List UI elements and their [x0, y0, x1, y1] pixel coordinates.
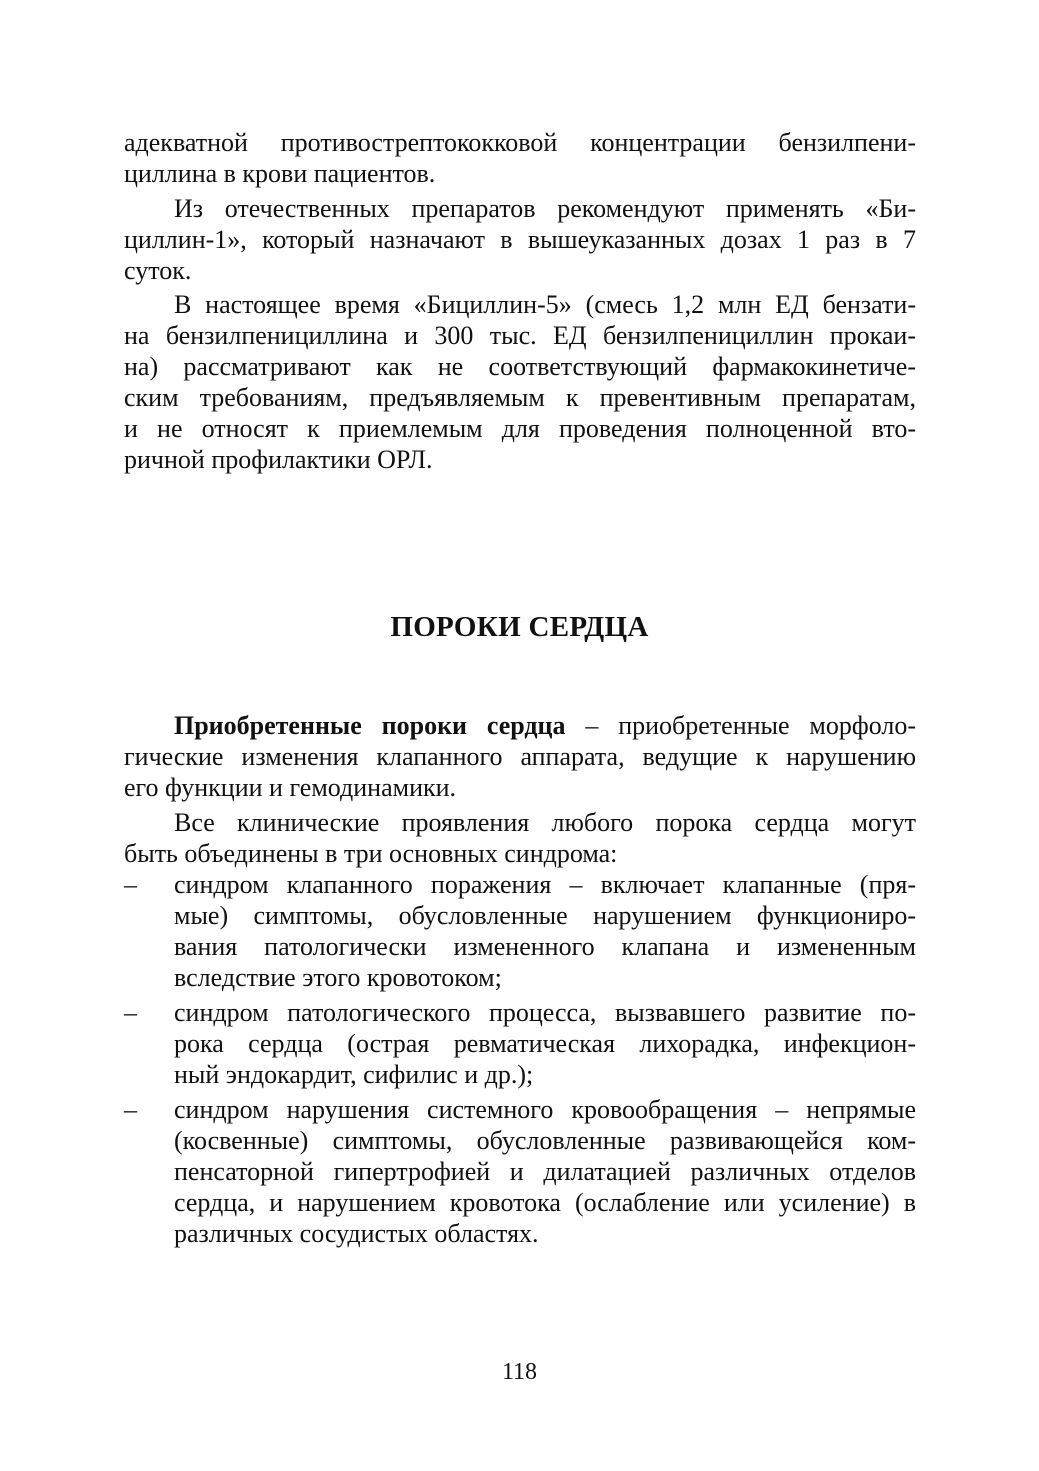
text-line: синдром патологического процесса, вызвавшего развитие по- [174, 998, 916, 1027]
text-line: адекватной противострептококковой концентрации бензилпени- [124, 128, 916, 157]
intro-paragraph [124, 807, 916, 869]
text-line: синдром нарушения системного кровообращения – непрямые [174, 1095, 916, 1124]
text-line: циллина в крови пациентов. [124, 159, 436, 188]
text-line: различных сосудистых областях. [174, 1219, 539, 1248]
text-line: суток. [124, 256, 192, 285]
text-line: ричной профилактики ОРЛ. [124, 445, 433, 474]
list-item-text [174, 869, 916, 993]
list-dash: – [124, 1095, 137, 1124]
defined-term: Приобретенные пороки сердца [174, 711, 566, 740]
list-item-text [174, 1094, 916, 1249]
list-dash: – [124, 998, 137, 1027]
text-line: Все клинические проявления любого порока сердца могут [174, 808, 916, 837]
paragraph-bicillin-5 [124, 289, 916, 475]
page-number: 118 [501, 1359, 538, 1385]
text-line: на) рассматривают как не соответствующий фармакокинетиче- [124, 352, 916, 381]
text-line: рока сердца (острая ревматическая лихорадка, инфекцион- [174, 1029, 916, 1058]
text-line: сердца, и нарушением кровотока (ослабление или усиление) в [174, 1188, 916, 1217]
text-line: ный эндокардит, сифилис и др.); [174, 1060, 534, 1089]
text-line: и не относят к приемлемым для проведения полноценной вто- [124, 414, 916, 443]
text-line: циллин-1», который назначают в вышеуказанных дозах 1 раз в 7 [124, 225, 916, 254]
text-line: В настоящее время «Бициллин-5» (смесь 1,2 млн ЕД бензати- [174, 290, 916, 319]
text-line: пенсаторной гипертрофией и дилатацией различных отделов [174, 1157, 916, 1186]
text-line: ским требованиям, предъявляемым к превентивным препаратам, [124, 383, 916, 412]
list-item-text [174, 997, 916, 1090]
text-line: (косвенные) симптомы, обусловленные развивающейся ком- [174, 1126, 916, 1155]
paragraph-domestic-drugs [124, 193, 916, 286]
text-line: синдром клапанного поражения – включает клапанные (пря- [174, 870, 916, 899]
text-line: вания патологически измененного клапана и измененным [174, 932, 916, 961]
text-line: мые) симптомы, обусловленные нарушением функциониро- [174, 901, 916, 930]
text-line: вследствие этого кровотоком; [174, 963, 502, 992]
list-dash: – [124, 870, 137, 899]
text-line: гические изменения клапанного аппарата, ведущие к нарушению [124, 742, 916, 771]
continuation-paragraph [124, 127, 916, 189]
text-line: быть объединены в три основных синдрома: [124, 839, 618, 868]
text-line: на бензилпенициллина и 300 тыс. ЕД бензилпенициллин прокаи- [124, 321, 916, 350]
definition-continuation: – приобретенные морфоло- [565, 711, 916, 740]
section-heading: ПОРОКИ СЕРДЦА [390, 611, 649, 643]
text-line: Из отечественных препаратов рекомендуют применять «Би- [174, 194, 916, 223]
text-line: его функции и гемодинамики. [124, 773, 457, 802]
definition-first-line [124, 710, 916, 741]
definition-paragraph [124, 710, 916, 803]
